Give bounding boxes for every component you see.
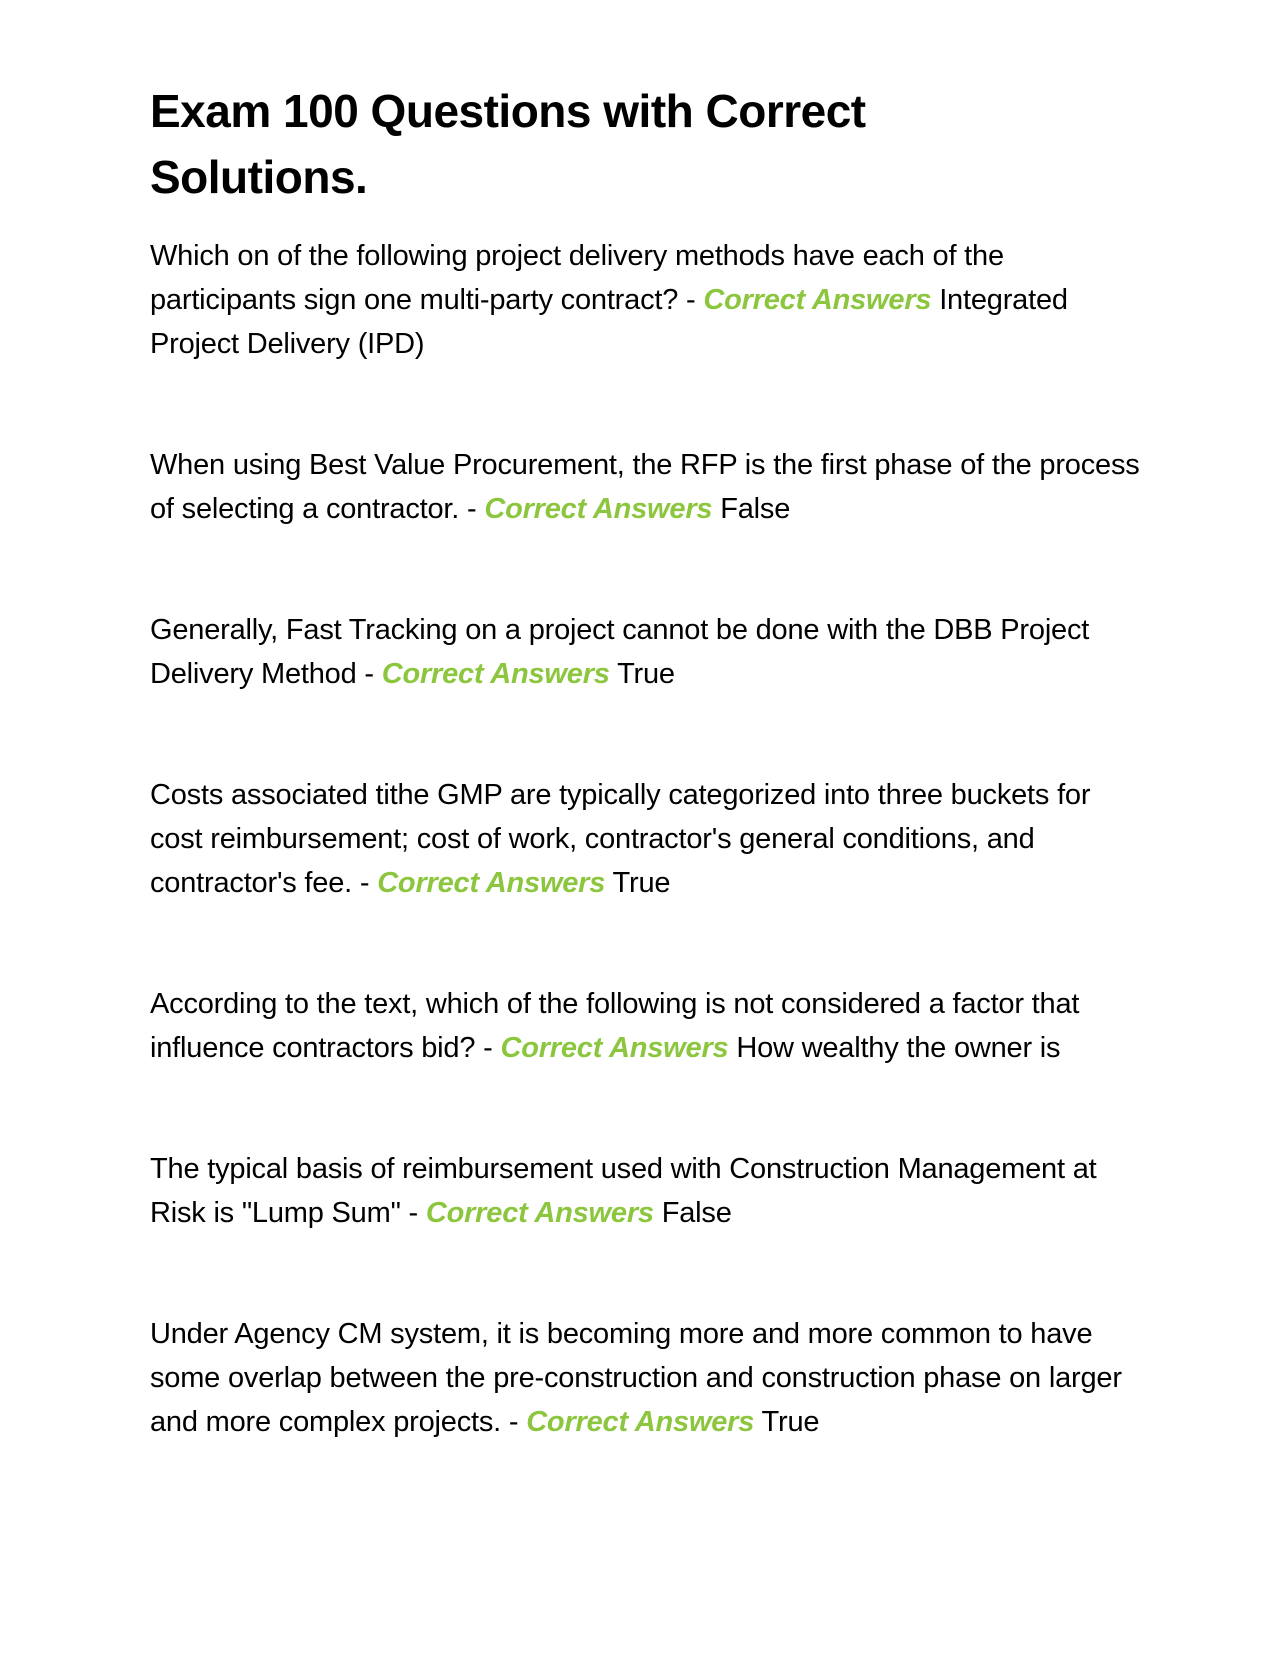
- qa-item: [150, 608, 1140, 696]
- correct-answers-label: Correct Answers: [526, 1406, 755, 1438]
- question-text: The typical basis of reimbursement used with Construction Management at Risk is "Lump Sum": [150, 1153, 1097, 1229]
- correct-answers-label: Correct Answers: [484, 493, 713, 525]
- page-title: Exam 100 Questions with Correct Solutions.: [150, 85, 866, 203]
- answer-text: Integrated Project Delivery (IPD): [150, 284, 1068, 360]
- qa-item: [150, 773, 1140, 905]
- separator: -: [475, 1032, 501, 1064]
- correct-answers-label: Correct Answers: [425, 1197, 654, 1229]
- correct-answers-label: Correct Answers: [381, 658, 610, 690]
- question-text: Which on of the following project delivery methods have each of the participants sign one multi-party contract?: [150, 240, 1004, 316]
- question-text: When using Best Value Procurement, the RFP is the first phase of the process of selecting a contractor.: [150, 449, 1140, 525]
- separator: -: [356, 658, 382, 690]
- question-text: Under Agency CM system, it is becoming more and more common to have some overlap between the pre-construction and construction phase on larger and more complex projects.: [150, 1318, 1122, 1438]
- answer-text: False: [661, 1197, 732, 1229]
- answer-text: False: [720, 493, 791, 525]
- separator: -: [501, 1406, 527, 1438]
- qa-item: [150, 982, 1140, 1070]
- question-text: According to the text, which of the following is not considered a factor that influence contractors bid?: [150, 988, 1080, 1064]
- separator: -: [678, 284, 704, 316]
- separator: -: [459, 493, 485, 525]
- document-page: [150, 78, 1140, 1521]
- correct-answers-label: Correct Answers: [703, 284, 932, 316]
- qa-item: [150, 443, 1140, 531]
- question-text: Generally, Fast Tracking on a project cannot be done with the DBB Project Delivery Method: [150, 614, 1090, 690]
- correct-answers-label: Correct Answers: [500, 1032, 729, 1064]
- answer-text: How wealthy the owner is: [736, 1032, 1061, 1064]
- question-text: Costs associated tithe GMP are typically categorized into three buckets for cost reimbursement; cost of work, contractor's general conditions, and contractor's fee.: [150, 779, 1091, 899]
- separator: -: [400, 1197, 426, 1229]
- answer-text: True: [761, 1406, 820, 1438]
- answer-text: True: [612, 867, 671, 899]
- correct-answers-label: Correct Answers: [377, 867, 606, 899]
- qa-item: [150, 234, 1140, 366]
- qa-list: [150, 234, 1140, 1444]
- separator: -: [352, 867, 378, 899]
- qa-item: [150, 1312, 1140, 1444]
- answer-text: True: [617, 658, 675, 690]
- qa-item: [150, 1147, 1140, 1235]
